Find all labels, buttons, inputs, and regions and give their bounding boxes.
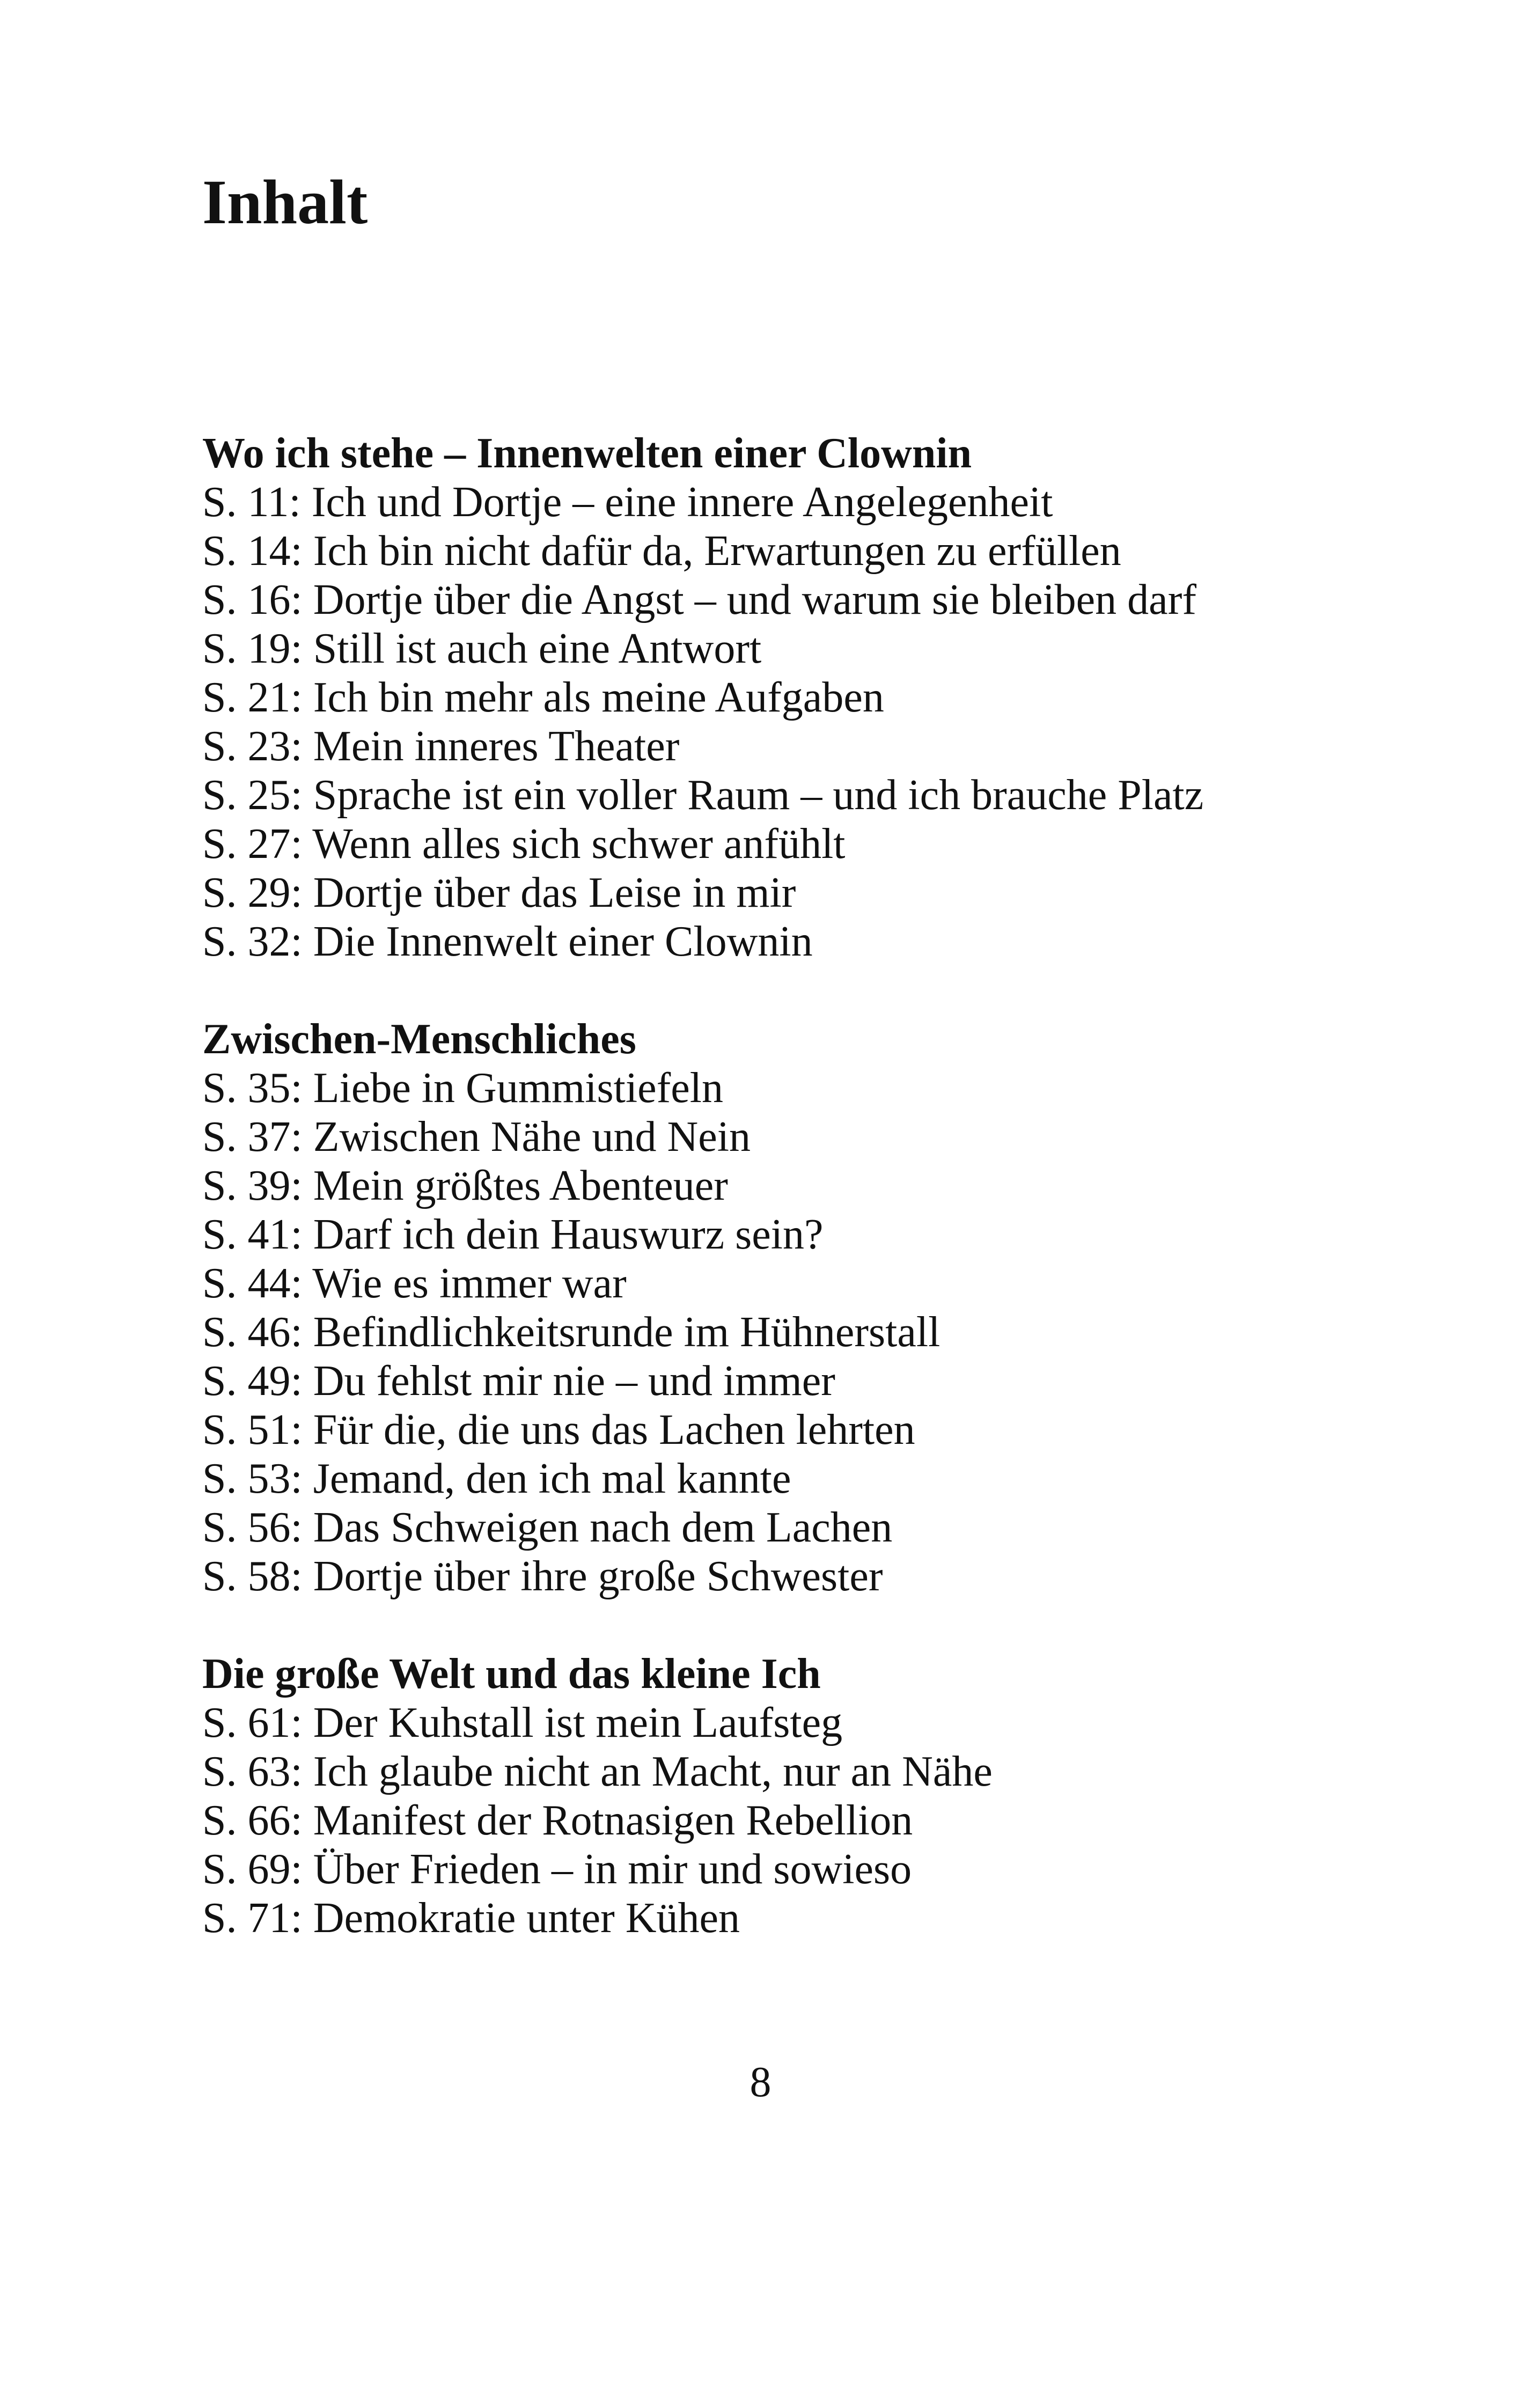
toc-entry: S. 41: Darf ich dein Hauswurz sein?	[202, 1211, 824, 1258]
toc-entry: S. 35: Liebe in Gummistiefeln	[202, 1064, 723, 1112]
toc-entry: S. 53: Jemand, den ich mal kannte	[202, 1455, 791, 1502]
toc-entry: S. 27: Wenn alles sich schwer anfühlt	[202, 820, 846, 868]
section-heading: Zwischen-Menschliches	[202, 1016, 636, 1063]
toc-entry: S. 63: Ich glaube nicht an Macht, nur an Nähe	[202, 1748, 993, 1795]
toc-entry: S. 61: Der Kuhstall ist mein Laufsteg	[202, 1699, 843, 1746]
toc-entry: S. 58: Dortje über ihre große Schwester	[202, 1553, 883, 1600]
section-heading: Wo ich stehe – Innenwelten einer Clownin	[202, 430, 972, 477]
toc-entry: S. 16: Dortje über die Angst – und warum sie bleiben darf	[202, 576, 1196, 623]
toc-entry: S. 56: Das Schweigen nach dem Lachen	[202, 1504, 893, 1551]
toc-entry: S. 29: Dortje über das Leise in mir	[202, 869, 796, 916]
toc-entry: S. 21: Ich bin mehr als meine Aufgaben	[202, 674, 884, 721]
toc-entry: S. 71: Demokratie unter Kühen	[202, 1895, 740, 1942]
section-heading: Die große Welt und das kleine Ich	[202, 1650, 821, 1698]
toc-entry: S. 69: Über Frieden – in mir und sowieso	[202, 1846, 912, 1893]
toc-section-innenwelten	[202, 429, 1383, 966]
page-title: Inhalt	[202, 167, 368, 237]
toc-section-zwischen-menschliches	[202, 1015, 1383, 1601]
toc-entry: S. 32: Die Innenwelt einer Clownin	[202, 918, 813, 965]
toc-entry: S. 23: Mein inneres Theater	[202, 723, 680, 770]
toc-entry: S. 19: Still ist auch eine Antwort	[202, 625, 762, 672]
toc-entry: S. 37: Zwischen Nähe und Nein	[202, 1113, 751, 1161]
toc-entry: S. 39: Mein größtes Abenteuer	[202, 1162, 728, 1209]
table-of-contents	[202, 429, 1383, 1992]
toc-entry: S. 49: Du fehlst mir nie – und immer	[202, 1357, 835, 1405]
toc-entry: S. 51: Für die, die uns das Lachen lehrten	[202, 1406, 915, 1453]
page-number: 8	[750, 2059, 771, 2106]
toc-entry: S. 66: Manifest der Rotnasigen Rebellion	[202, 1797, 913, 1844]
toc-entry: S. 25: Sprache ist ein voller Raum – und ich brauche Platz	[202, 772, 1204, 819]
toc-entry: S. 11: Ich und Dortje – eine innere Angelegenheit	[202, 479, 1053, 526]
toc-entry: S. 44: Wie es immer war	[202, 1260, 627, 1307]
toc-section-grosse-welt	[202, 1650, 1383, 1943]
toc-entry: S. 46: Befindlichkeitsrunde im Hühnerstall	[202, 1309, 940, 1356]
toc-entry: S. 14: Ich bin nicht dafür da, Erwartungen zu erfüllen	[202, 527, 1121, 575]
